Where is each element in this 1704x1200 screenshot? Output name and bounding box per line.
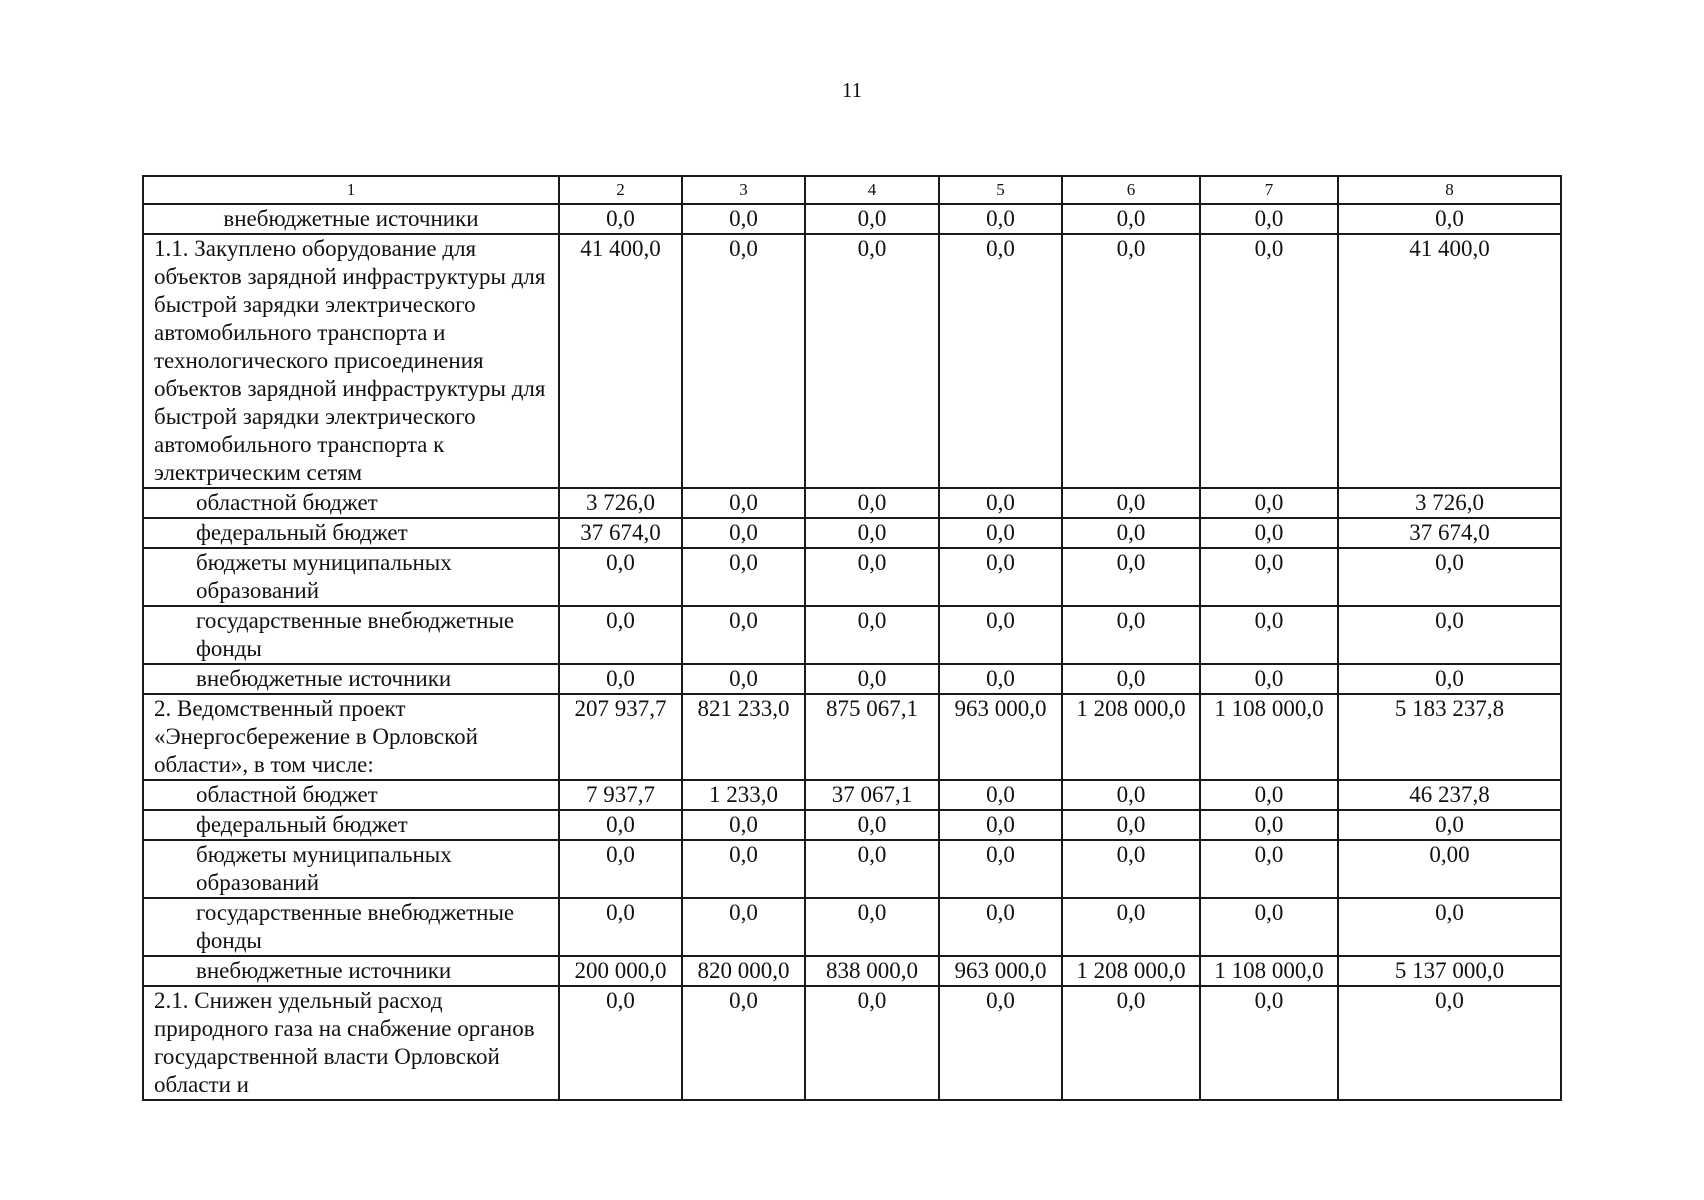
- value-cell: 0,0: [1200, 518, 1338, 548]
- table-row: [143, 986, 1561, 1100]
- value-cell: 0,0: [1062, 810, 1200, 840]
- table-row: [143, 548, 1561, 606]
- value-cell: 0,0: [1062, 898, 1200, 956]
- value-cell: 41 400,0: [559, 234, 682, 488]
- value-cell: 0,0: [1062, 664, 1200, 694]
- value-cell: 0,0: [939, 488, 1062, 518]
- table-row: [143, 488, 1561, 518]
- row-label: 2. Ведомственный проект «Энергосбережение в Орловской области», в том числе:: [143, 694, 559, 780]
- value-cell: 1 108 000,0: [1200, 956, 1338, 986]
- value-cell: 3 726,0: [1338, 488, 1561, 518]
- value-cell: 1 208 000,0: [1062, 956, 1200, 986]
- value-cell: 0,0: [939, 780, 1062, 810]
- row-label: государственные внебюджетные фонды: [143, 606, 559, 664]
- value-cell: 0,0: [1200, 986, 1338, 1100]
- value-cell: 0,0: [805, 234, 939, 488]
- table-row: [143, 810, 1561, 840]
- table-row: [143, 956, 1561, 986]
- column-number-cell: 6: [1062, 176, 1200, 204]
- value-cell: 0,0: [805, 898, 939, 956]
- table-row: [143, 234, 1561, 488]
- row-label: 2.1. Снижен удельный расход природного газа на снабжение органов государственной власти Орловской области и: [143, 986, 559, 1100]
- row-label: бюджеты муниципальных образований: [143, 548, 559, 606]
- table-row: [143, 518, 1561, 548]
- value-cell: 0,0: [559, 810, 682, 840]
- value-cell: 37 674,0: [1338, 518, 1561, 548]
- row-label: областной бюджет: [143, 488, 559, 518]
- value-cell: 0,0: [682, 664, 805, 694]
- value-cell: 0,0: [1062, 548, 1200, 606]
- value-cell: 0,0: [559, 898, 682, 956]
- value-cell: 0,0: [805, 488, 939, 518]
- value-cell: 0,0: [1062, 840, 1200, 898]
- column-number-cell: 8: [1338, 176, 1561, 204]
- value-cell: 3 726,0: [559, 488, 682, 518]
- value-cell: 0,0: [1062, 234, 1200, 488]
- column-number-cell: 3: [682, 176, 805, 204]
- value-cell: 0,0: [1338, 810, 1561, 840]
- value-cell: 37 067,1: [805, 780, 939, 810]
- value-cell: 0,0: [939, 810, 1062, 840]
- column-number-row: [143, 176, 1561, 204]
- value-cell: 0,0: [1062, 780, 1200, 810]
- value-cell: 5 183 237,8: [1338, 694, 1561, 780]
- table-row: [143, 694, 1561, 780]
- value-cell: 0,0: [1200, 780, 1338, 810]
- value-cell: 0,0: [682, 840, 805, 898]
- budget-table: [142, 175, 1562, 1101]
- column-number-cell: 5: [939, 176, 1062, 204]
- value-cell: 5 137 000,0: [1338, 956, 1561, 986]
- value-cell: 963 000,0: [939, 956, 1062, 986]
- value-cell: 0,0: [1200, 234, 1338, 488]
- value-cell: 0,0: [559, 840, 682, 898]
- value-cell: 0,0: [1200, 664, 1338, 694]
- value-cell: 0,0: [682, 986, 805, 1100]
- page-number: 11: [841, 78, 863, 102]
- column-number-cell: 1: [143, 176, 559, 204]
- value-cell: 0,0: [805, 986, 939, 1100]
- value-cell: 0,0: [1200, 606, 1338, 664]
- value-cell: 1 108 000,0: [1200, 694, 1338, 780]
- table-row: [143, 780, 1561, 810]
- value-cell: 200 000,0: [559, 956, 682, 986]
- value-cell: 0,0: [559, 664, 682, 694]
- value-cell: 1 233,0: [682, 780, 805, 810]
- value-cell: 0,0: [1062, 488, 1200, 518]
- value-cell: 0,0: [1338, 548, 1561, 606]
- value-cell: 0,0: [559, 548, 682, 606]
- row-label: 1.1. Закуплено оборудование для объектов зарядной инфраструктуры для быстрой зарядки электрического автомобильного транспорта и технологического присоединения объектов зарядной инфраструктуры для быстрой зарядки электрического автомобильного транспорта к электрическим сетям: [143, 234, 559, 488]
- value-cell: 0,0: [682, 606, 805, 664]
- value-cell: 0,0: [1338, 986, 1561, 1100]
- value-cell: 0,0: [682, 518, 805, 548]
- value-cell: 0,0: [682, 810, 805, 840]
- value-cell: 0,0: [1062, 518, 1200, 548]
- value-cell: 820 000,0: [682, 956, 805, 986]
- value-cell: 0,0: [1062, 606, 1200, 664]
- value-cell: 0,0: [939, 840, 1062, 898]
- value-cell: 0,0: [1338, 898, 1561, 956]
- table-row: [143, 204, 1561, 234]
- row-label: внебюджетные источники: [143, 204, 559, 234]
- value-cell: 0,0: [1062, 986, 1200, 1100]
- row-label: федеральный бюджет: [143, 518, 559, 548]
- value-cell: 0,0: [1200, 810, 1338, 840]
- value-cell: 0,0: [805, 204, 939, 234]
- value-cell: 0,0: [1200, 898, 1338, 956]
- value-cell: 0,0: [939, 548, 1062, 606]
- value-cell: 46 237,8: [1338, 780, 1561, 810]
- value-cell: 0,00: [1338, 840, 1561, 898]
- value-cell: 0,0: [805, 840, 939, 898]
- table-row: [143, 898, 1561, 956]
- value-cell: 0,0: [559, 606, 682, 664]
- table-row: [143, 664, 1561, 694]
- value-cell: 0,0: [682, 898, 805, 956]
- row-label: бюджеты муниципальных образований: [143, 840, 559, 898]
- value-cell: 0,0: [805, 664, 939, 694]
- value-cell: 0,0: [682, 204, 805, 234]
- value-cell: 0,0: [1338, 204, 1561, 234]
- value-cell: 0,0: [805, 518, 939, 548]
- value-cell: 0,0: [939, 518, 1062, 548]
- value-cell: 0,0: [805, 606, 939, 664]
- column-number-cell: 7: [1200, 176, 1338, 204]
- value-cell: 0,0: [559, 204, 682, 234]
- value-cell: 0,0: [682, 234, 805, 488]
- value-cell: 0,0: [1200, 488, 1338, 518]
- value-cell: 0,0: [1200, 204, 1338, 234]
- value-cell: 875 067,1: [805, 694, 939, 780]
- value-cell: 0,0: [682, 548, 805, 606]
- value-cell: 37 674,0: [559, 518, 682, 548]
- table-row: [143, 606, 1561, 664]
- value-cell: 0,0: [939, 986, 1062, 1100]
- value-cell: 0,0: [939, 898, 1062, 956]
- row-label: внебюджетные источники: [143, 956, 559, 986]
- value-cell: 963 000,0: [939, 694, 1062, 780]
- value-cell: 1 208 000,0: [1062, 694, 1200, 780]
- value-cell: 0,0: [939, 234, 1062, 488]
- value-cell: 7 937,7: [559, 780, 682, 810]
- value-cell: 821 233,0: [682, 694, 805, 780]
- table-body: [143, 176, 1561, 1100]
- value-cell: 0,0: [805, 548, 939, 606]
- value-cell: 41 400,0: [1338, 234, 1561, 488]
- value-cell: 838 000,0: [805, 956, 939, 986]
- value-cell: 0,0: [1338, 664, 1561, 694]
- value-cell: 0,0: [1338, 606, 1561, 664]
- row-label: федеральный бюджет: [143, 810, 559, 840]
- table-row: [143, 840, 1561, 898]
- value-cell: 0,0: [939, 606, 1062, 664]
- column-number-cell: 2: [559, 176, 682, 204]
- column-number-cell: 4: [805, 176, 939, 204]
- value-cell: 0,0: [805, 810, 939, 840]
- value-cell: 0,0: [559, 986, 682, 1100]
- value-cell: 0,0: [939, 204, 1062, 234]
- value-cell: 0,0: [939, 664, 1062, 694]
- row-label: областной бюджет: [143, 780, 559, 810]
- value-cell: 207 937,7: [559, 694, 682, 780]
- value-cell: 0,0: [1200, 548, 1338, 606]
- row-label: государственные внебюджетные фонды: [143, 898, 559, 956]
- value-cell: 0,0: [1200, 840, 1338, 898]
- value-cell: 0,0: [682, 488, 805, 518]
- value-cell: 0,0: [1062, 204, 1200, 234]
- row-label: внебюджетные источники: [143, 664, 559, 694]
